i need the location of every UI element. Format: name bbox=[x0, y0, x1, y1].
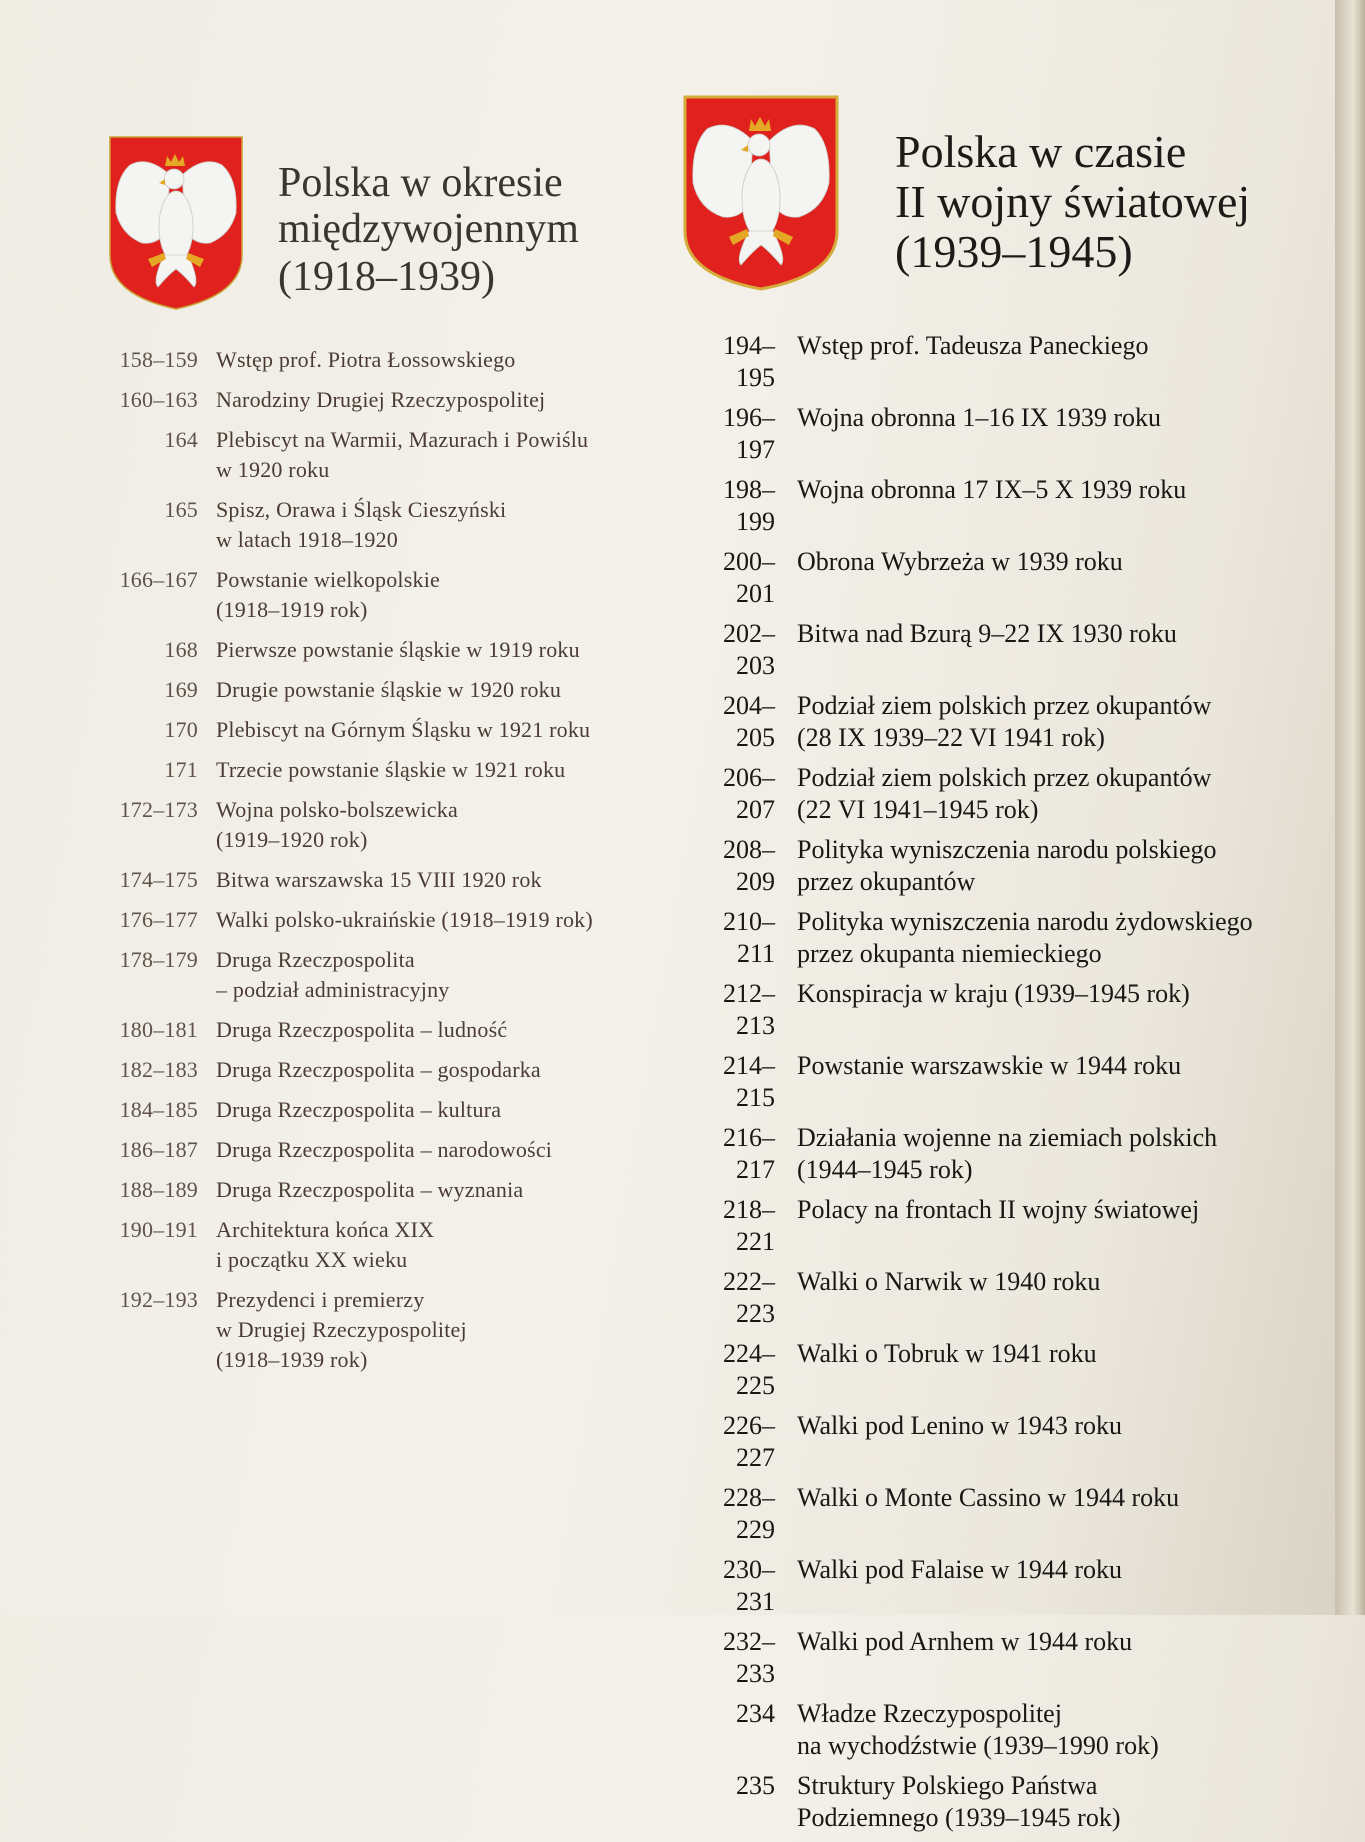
toc-entry-pages: 234 bbox=[736, 1699, 775, 1728]
toc-entry bbox=[108, 1095, 668, 1125]
toc-entry bbox=[695, 978, 1315, 1042]
toc-entry-pages: 186–187 bbox=[119, 1137, 198, 1162]
toc-entry-pages: 198–199 bbox=[723, 475, 775, 536]
toc-entry-pages: 172–173 bbox=[119, 797, 198, 822]
toc-entry-pages: 158–159 bbox=[119, 347, 198, 372]
toc-entry-pages: 168 bbox=[164, 637, 198, 662]
toc-entry-title: Powstanie warszawskie w 1944 roku bbox=[797, 1051, 1182, 1080]
toc-entry-title: Spisz, Orawa i Śląsk Cieszyński w latach 1918–1920 bbox=[216, 497, 507, 552]
toc-entry bbox=[108, 865, 668, 895]
toc-entry bbox=[695, 618, 1315, 682]
toc-entry bbox=[108, 1015, 668, 1045]
toc-entry-title: Druga Rzeczpospolita – kultura bbox=[216, 1097, 502, 1122]
toc-entry-title: Działania wojenne na ziemiach polskich (1944–1945 rok) bbox=[797, 1123, 1218, 1184]
toc-entry-pages: 164 bbox=[164, 427, 198, 452]
toc-entry-pages: 192–193 bbox=[119, 1287, 198, 1312]
toc-entry-pages: 160–163 bbox=[119, 387, 198, 412]
toc-entry bbox=[108, 495, 668, 555]
toc-entry-title: Polacy na frontach II wojny światowej bbox=[797, 1195, 1200, 1224]
toc-entry bbox=[108, 1175, 668, 1205]
polish-eagle-coat-of-arms-icon bbox=[683, 95, 839, 291]
toc-entry bbox=[108, 1285, 668, 1375]
toc-entry bbox=[108, 565, 668, 625]
toc-entry bbox=[108, 1055, 668, 1085]
toc-entry bbox=[108, 905, 668, 935]
toc-entry-pages: 196–197 bbox=[723, 403, 775, 464]
section-title-line-3: (1918–1939) bbox=[278, 254, 495, 300]
toc-entry-title: Wojna polsko-bolszewicka (1919–1920 rok) bbox=[216, 797, 458, 852]
toc-entry-title: Walki o Monte Cassino w 1944 roku bbox=[797, 1483, 1180, 1512]
toc-entry bbox=[695, 1626, 1315, 1690]
toc-entry bbox=[108, 755, 668, 785]
toc-entry bbox=[695, 762, 1315, 826]
toc-entry-title: Druga Rzeczpospolita – gospodarka bbox=[216, 1057, 541, 1082]
toc-entry-pages: 224–225 bbox=[723, 1339, 775, 1400]
toc-entry-title: Drugie powstanie śląskie w 1920 roku bbox=[216, 677, 562, 702]
toc-entry bbox=[695, 1266, 1315, 1330]
toc-entry-pages: 235 bbox=[736, 1771, 775, 1800]
toc-entry-title: Druga Rzeczpospolita – ludność bbox=[216, 1017, 508, 1042]
toc-entry bbox=[108, 715, 668, 745]
toc-list-interwar bbox=[108, 345, 668, 1375]
toc-entry bbox=[695, 474, 1315, 538]
section-interwar bbox=[108, 135, 668, 1385]
toc-entry-pages: 228–229 bbox=[723, 1483, 775, 1544]
toc-entry bbox=[695, 1194, 1315, 1258]
toc-entry bbox=[695, 330, 1315, 394]
polish-eagle-coat-of-arms-icon bbox=[108, 135, 244, 311]
toc-entry bbox=[695, 1770, 1315, 1834]
toc-entry bbox=[695, 834, 1315, 898]
toc-entry bbox=[695, 1554, 1315, 1618]
toc-entry-title: Walki pod Lenino w 1943 roku bbox=[797, 1411, 1123, 1440]
toc-entry-title: Druga Rzeczpospolita – podział administracyjny bbox=[216, 947, 450, 1002]
toc-entry-title: Narodziny Drugiej Rzeczypospolitej bbox=[216, 387, 546, 412]
section-ww2 bbox=[695, 95, 1315, 1842]
toc-entry-pages: 169 bbox=[164, 677, 198, 702]
toc-entry-title: Architektura końca XIX i początku XX wieku bbox=[216, 1217, 435, 1272]
toc-entry-title: Walki pod Arnhem w 1944 roku bbox=[797, 1627, 1133, 1656]
toc-entry bbox=[108, 675, 668, 705]
toc-entry bbox=[695, 1698, 1315, 1762]
toc-entry bbox=[108, 345, 668, 375]
toc-entry-pages: 200–201 bbox=[723, 547, 775, 608]
toc-entry-title: Druga Rzeczpospolita – narodowości bbox=[216, 1137, 553, 1162]
toc-entry-pages: 210–211 bbox=[723, 907, 775, 968]
toc-entry-title: Prezydenci i premierzy w Drugiej Rzeczypospolitej (1918–1939 rok) bbox=[216, 1287, 467, 1372]
toc-entry bbox=[108, 635, 668, 665]
toc-entry bbox=[695, 1338, 1315, 1402]
toc-entry-title: Wojna obronna 17 IX–5 X 1939 roku bbox=[797, 475, 1187, 504]
toc-entry-title: Struktury Polskiego Państwa Podziemnego (1939–1945 rok) bbox=[797, 1771, 1121, 1832]
toc-entry-title: Pierwsze powstanie śląskie w 1919 roku bbox=[216, 637, 580, 662]
toc-entry-title: Wstęp prof. Tadeusza Paneckiego bbox=[797, 331, 1149, 360]
toc-entry-pages: 171 bbox=[164, 757, 198, 782]
toc-entry bbox=[108, 945, 668, 1005]
toc-entry bbox=[695, 1410, 1315, 1474]
toc-entry-pages: 230–231 bbox=[723, 1555, 775, 1616]
toc-entry-title: Obrona Wybrzeża w 1939 roku bbox=[797, 547, 1123, 576]
toc-entry-pages: 204–205 bbox=[723, 691, 775, 752]
toc-entry bbox=[108, 1215, 668, 1275]
toc-entry bbox=[108, 425, 668, 485]
toc-entry-title: Trzecie powstanie śląskie w 1921 roku bbox=[216, 757, 566, 782]
toc-entry-pages: 216–217 bbox=[723, 1123, 775, 1184]
toc-entry-title: Konspiracja w kraju (1939–1945 rok) bbox=[797, 979, 1190, 1008]
toc-entry bbox=[695, 1122, 1315, 1186]
section-header bbox=[695, 95, 1315, 330]
toc-entry-title: Podział ziem polskich przez okupantów (22 VI 1941–1945 rok) bbox=[797, 763, 1212, 824]
toc-entry-pages: 174–175 bbox=[119, 867, 198, 892]
page-edge bbox=[1335, 0, 1365, 1615]
section-header bbox=[108, 135, 668, 345]
toc-entry-pages: 232–233 bbox=[723, 1627, 775, 1688]
toc-entry-title: Podział ziem polskich przez okupantów (28 IX 1939–22 VI 1941 rok) bbox=[797, 691, 1212, 752]
toc-entry-pages: 214–215 bbox=[723, 1051, 775, 1112]
toc-entry bbox=[108, 1135, 668, 1165]
toc-entry-pages: 165 bbox=[164, 497, 198, 522]
toc-entry-title: Wstęp prof. Piotra Łossowskiego bbox=[216, 347, 516, 372]
toc-entry-title: Polityka wyniszczenia narodu polskiego przez okupantów bbox=[797, 835, 1217, 896]
toc-entry-pages: 206–207 bbox=[723, 763, 775, 824]
toc-entry bbox=[695, 546, 1315, 610]
toc-entry-pages: 208–209 bbox=[723, 835, 775, 896]
section-title-line-3: (1939–1945) bbox=[895, 226, 1133, 277]
toc-entry-title: Walki o Tobruk w 1941 roku bbox=[797, 1339, 1097, 1368]
toc-entry-pages: 202–203 bbox=[723, 619, 775, 680]
toc-entry bbox=[695, 690, 1315, 754]
toc-entry-pages: 184–185 bbox=[119, 1097, 198, 1122]
toc-entry-pages: 188–189 bbox=[119, 1177, 198, 1202]
toc-entry-title: Bitwa warszawska 15 VIII 1920 rok bbox=[216, 867, 542, 892]
toc-entry-title: Plebiscyt na Górnym Śląsku w 1921 roku bbox=[216, 717, 591, 742]
toc-entry-pages: 190–191 bbox=[119, 1217, 198, 1242]
toc-entry-title: Wojna obronna 1–16 IX 1939 roku bbox=[797, 403, 1162, 432]
toc-entry-pages: 226–227 bbox=[723, 1411, 775, 1472]
toc-entry bbox=[695, 402, 1315, 466]
toc-entry-pages: 212–213 bbox=[723, 979, 775, 1040]
section-title-line-1: Polska w czasie bbox=[895, 126, 1187, 177]
toc-entry bbox=[695, 1050, 1315, 1114]
toc-entry-title: Walki o Narwik w 1940 roku bbox=[797, 1267, 1101, 1296]
toc-entry bbox=[108, 795, 668, 855]
toc-entry bbox=[695, 906, 1315, 970]
toc-entry-pages: 194–195 bbox=[723, 331, 775, 392]
toc-list-ww2 bbox=[695, 330, 1315, 1834]
toc-entry-title: Walki pod Falaise w 1944 roku bbox=[797, 1555, 1123, 1584]
toc-entry-pages: 178–179 bbox=[119, 947, 198, 972]
toc-entry-title: Druga Rzeczpospolita – wyznania bbox=[216, 1177, 524, 1202]
toc-entry-pages: 218–221 bbox=[723, 1195, 775, 1256]
toc-entry-title: Powstanie wielkopolskie (1918–1919 rok) bbox=[216, 567, 440, 622]
toc-entry-pages: 182–183 bbox=[119, 1057, 198, 1082]
toc-entry-pages: 176–177 bbox=[119, 907, 198, 932]
toc-entry bbox=[108, 385, 668, 415]
toc-entry-title: Walki polsko-ukraińskie (1918–1919 rok) bbox=[216, 907, 593, 932]
toc-entry-pages: 180–181 bbox=[119, 1017, 198, 1042]
section-title-line-2: międzywojennym bbox=[278, 206, 579, 252]
toc-entry-pages: 222–223 bbox=[723, 1267, 775, 1328]
section-title-line-1: Polska w okresie bbox=[278, 160, 563, 206]
section-title-line-2: II wojny światowej bbox=[895, 176, 1251, 227]
toc-entry-title: Bitwa nad Bzurą 9–22 IX 1930 roku bbox=[797, 619, 1177, 648]
toc-entry-title: Plebiscyt na Warmii, Mazurach i Powiślu w 1920 roku bbox=[216, 427, 589, 482]
toc-entry-pages: 166–167 bbox=[119, 567, 198, 592]
toc-entry-pages: 170 bbox=[164, 717, 198, 742]
toc-entry-title: Polityka wyniszczenia narodu żydowskiego przez okupanta niemieckiego bbox=[797, 907, 1253, 968]
toc-entry bbox=[695, 1482, 1315, 1546]
toc-entry-title: Władze Rzeczypospolitej na wychodźstwie (1939–1990 rok) bbox=[797, 1699, 1159, 1760]
